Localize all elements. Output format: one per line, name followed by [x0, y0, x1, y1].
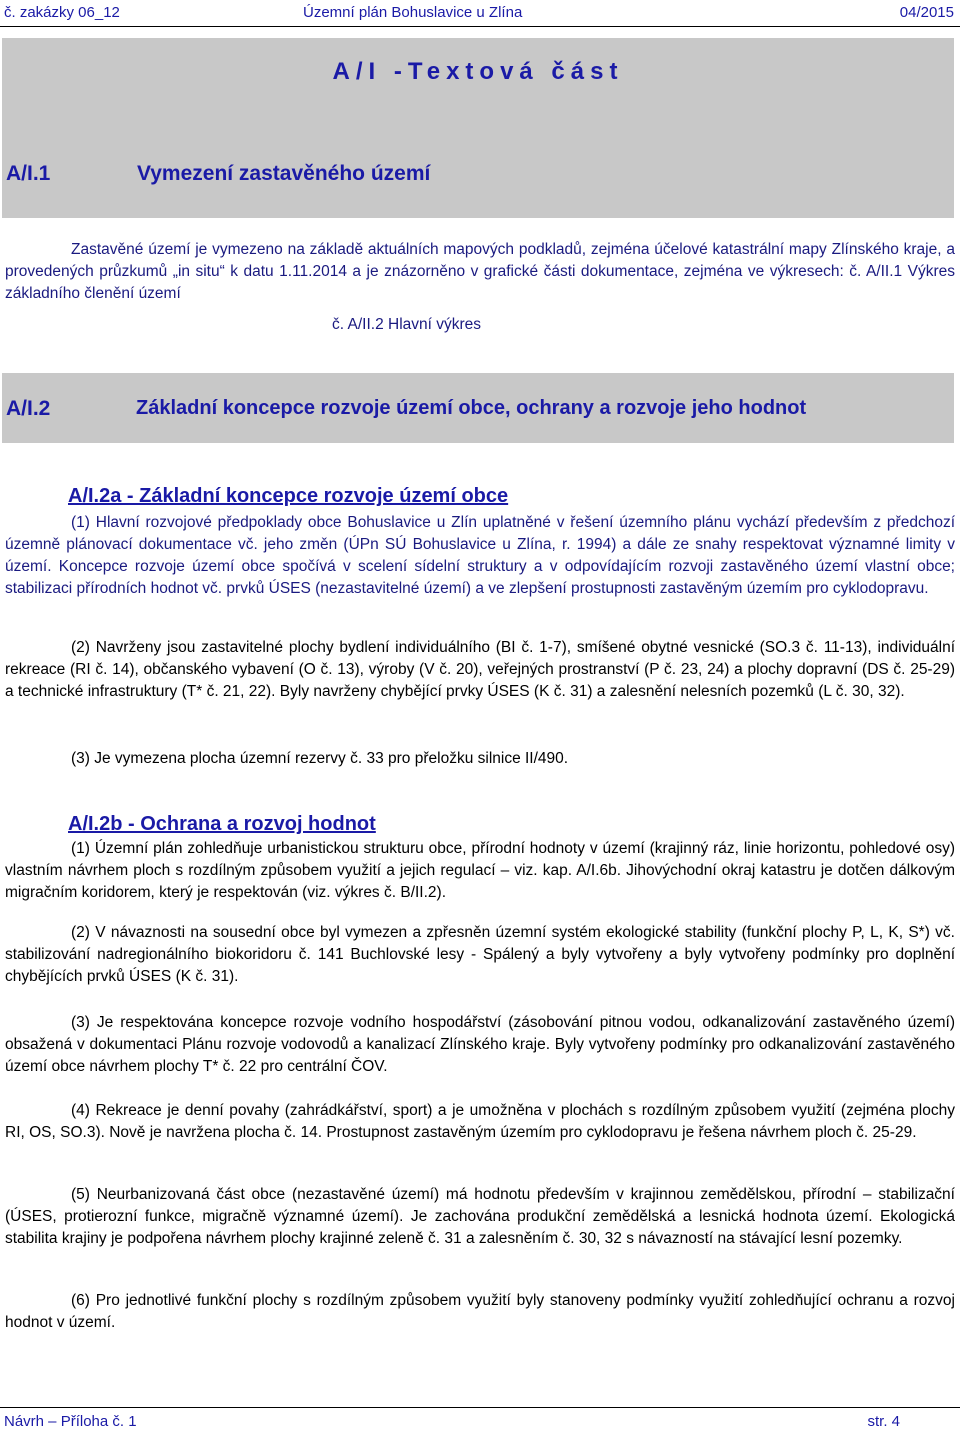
subsection-2b-paragraph-5 [5, 1184, 955, 1250]
section-2-number: A/I.2 [6, 397, 51, 420]
subsection-2b-text-6: (6) Pro jednotlivé funkční plochy s rozdílným způsobem využití byly stanoveny podmínky využití zohledňující ochranu a rozvoj hodnot v území. [5, 1292, 955, 1331]
header-contract-number: č. zakázky 06_12 [4, 4, 120, 21]
section-1-number: A/I.1 [6, 162, 51, 185]
section-1-title: Vymezení zastavěného území [137, 162, 431, 185]
subsection-2a-text-3: (3) Je vymezena plocha územní rezervy č. 33 pro přeložku silnice II/490. [71, 750, 569, 767]
subsection-2a-text-2: (2) Navrženy jsou zastavitelné plochy bydlení individuálního (BI č. 1-7), smíšené obytné vesnické (SO.3 č. 11-13), individuální rekreace (RI č. 14), občanského vybavení (O č. 13), výroby (V č. 20), veřejných prostranství (P č. 23, 24) a plochy dopravní (DS č. 25-29) a technické infrastruktury (T* č. 21, 22). Byly navrženy chybějící prvky ÚSES (K č. 31) a zalesnění nelesních pozemků (L č. 30, 32). [5, 639, 955, 700]
section-2-band [2, 373, 954, 443]
subsection-2b-text-2: (2) V návaznosti na sousední obce byl vymezen a zpřesněn územní systém ekologické stability (funkční plochy P, L, K, S*) vč. stabilizování nadregionálního biokoridoru č. 141 Buchlovské lesy - Spálený a byly vytvořeny a byly vytvořeny podmínky pro doplnění chybějících prvků ÚSES (K č. 31). [5, 924, 955, 985]
subsection-2a-text-1: (1) Hlavní rozvojové předpoklady obce Bohuslavice u Zlín uplatněné v řešení územního plánu vychází především z předchozí územně plánovací dokumentace vč. jeho změn (ÚPn SÚ Bohuslavice u Zlína, r. 1994) a dále ze snahy respektovat významné limity v území. Koncepce rozvoje území obce spočívá v scelení sídelní struktury a v odpovídajícím rozvoji zastavěného území vlastní obce; stabilizaci přírodních hodnot vč. prvků ÚSES (nezastavitelné území) a ve zlepšení prostupnosti zastavěným územím pro cyklodopravu. [5, 514, 955, 597]
subsection-2a-paragraph-3 [5, 748, 955, 770]
footer-document-label: Návrh – Příloha č. 1 [4, 1413, 137, 1430]
title-band [2, 38, 954, 218]
subsection-2b-paragraph-2 [5, 922, 955, 988]
subsection-2b-paragraph-4 [5, 1100, 955, 1144]
header-date: 04/2015 [899, 4, 954, 21]
subsection-2b-paragraph-3 [5, 1012, 955, 1078]
subsection-2b-title: A/I.2b - Ochrana a rozvoj hodnot [68, 813, 376, 835]
subsection-2b-text-4: (4) Rekreace je denní povahy (zahrádkářství, sport) a je umožněna v plochách s rozdílným způsobem využití (zejména plochy RI, OS, SO.3). Nově je navržena plocha č. 14. Prostupnost zastavěným územím pro cyklodopravu je řešena návrhem ploch č. 25-29. [5, 1102, 955, 1141]
subsection-2b-paragraph-1 [5, 838, 955, 904]
subsection-2a-paragraph-1 [5, 512, 955, 600]
subsection-2b-text-3: (3) Je respektována koncepce rozvoje vodního hospodářství (zásobování pitnou vodou, odkanalizování zastavěného území) obsažená v dokumentaci Plánu rozvoje vodovodů a kanalizací Zlínského kraje. Byly vytvořeny podmínky pro odkanalizování zastavěného území obce návrhem plochy T* č. 22 pro centrální ČOV. [5, 1014, 955, 1075]
section-1-paragraph [5, 239, 955, 305]
section-1-text: Zastavěné území je vymezeno na základě aktuálních mapových podkladů, zejména účelové katastrální mapy Zlínského kraje, a provedených průzkumů „in situ“ k datu 1.11.2014 a je znázorněno v grafické části dokumentace, zejména ve výkresech: č. A/II.1 Výkres základního členění území [5, 241, 955, 302]
subsection-2b-text-1: (1) Územní plán zohledňuje urbanistickou strukturu obce, přírodní hodnoty v území (krajinný ráz, linie horizontu, pohledové osy) vlastním návrhem ploch s rozdílným způsobem využití a jejich regulací – viz. kap. A/I.6b. Jihovýchodní okraj katastru je dotčen dálkovým migračním koridorem, který je respektován (viz. výkres č. B/II.2). [5, 840, 955, 901]
section-1-text-2: č. A/II.2 Hlavní výkres [332, 316, 482, 333]
page-footer [0, 1407, 960, 1434]
page-header [0, 0, 960, 27]
subsection-2b-text-5: (5) Neurbanizovaná část obce (nezastavěné území) má hodnotu především v krajinnou zemědělskou, přírodní – stabilizační (ÚSES, protierozní funkce, migračně významné území). Je zachována produkční zemědělská a lesnická hodnota území. Ekologická stabilita krajiny je podpořena návrhem plochy krajinné zeleně č. 31 a zalesněním č. 30, 32 s návazností na stávající lesní pozemky. [5, 1186, 955, 1247]
footer-page-number: str. 4 [867, 1413, 900, 1430]
section-2-title: Základní koncepce rozvoje území obce, ochrany a rozvoje jeho hodnot [136, 397, 807, 419]
section-1-paragraph-2 [332, 314, 932, 336]
subsection-2b-paragraph-6 [5, 1290, 955, 1334]
subsection-2a-title: A/I.2a - Základní koncepce rozvoje území obce [68, 485, 509, 507]
header-document-title: Územní plán Bohuslavice u Zlína [303, 4, 523, 21]
document-title: A/I -Textová část [332, 58, 624, 85]
subsection-2a-paragraph-2 [5, 637, 955, 703]
